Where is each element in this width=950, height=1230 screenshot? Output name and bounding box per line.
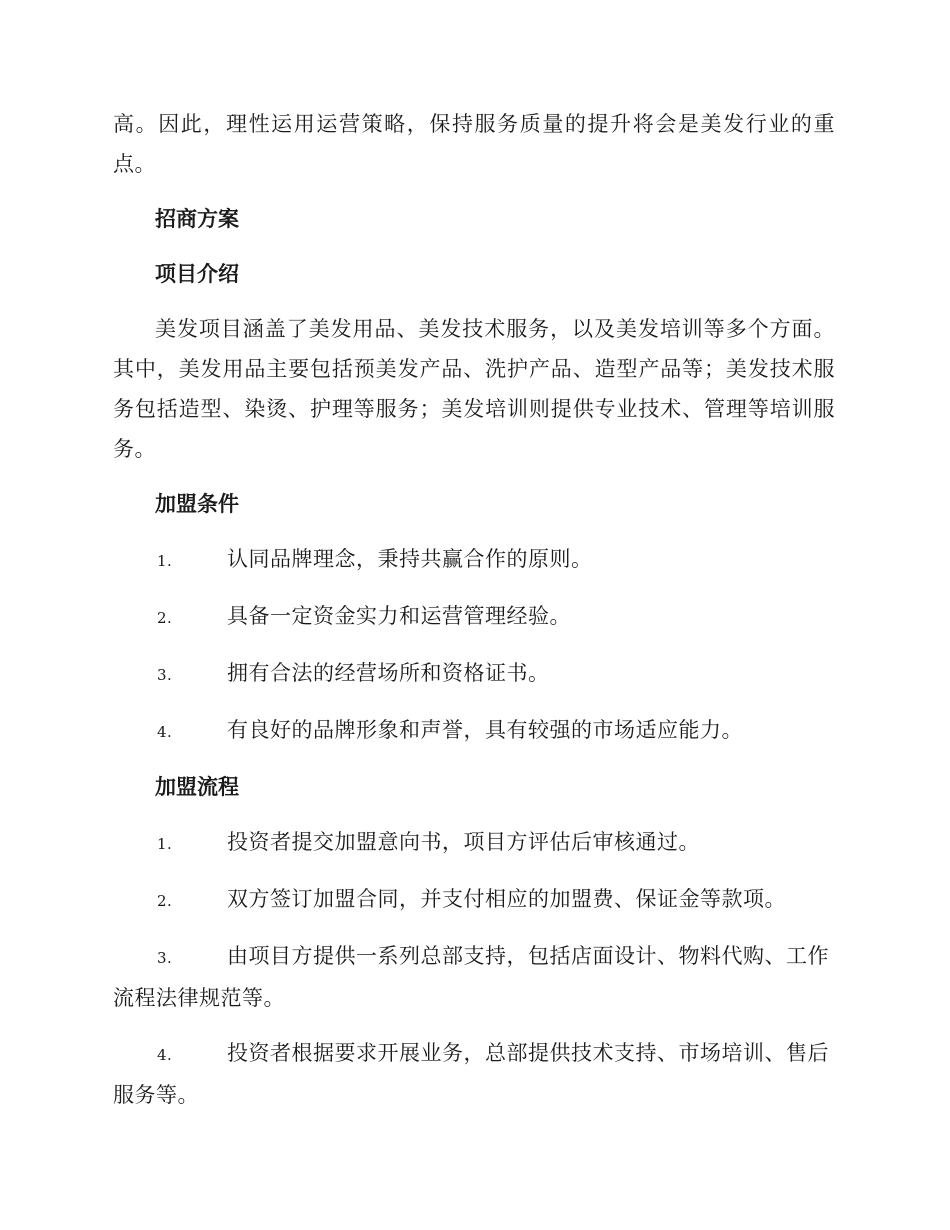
list-item xyxy=(113,710,835,752)
list-number: 2. xyxy=(157,609,173,627)
project-text: 美发项目涵盖了美发用品、美发技术服务，以及美发培训等多个方面。其中，美发用品主要包括预美发产品、洗护产品、造型产品等；美发技术服务包括造型、染烫、护理等服务；美发培训则提供专业技术、管理等培训服务。 xyxy=(113,317,835,461)
list-number: 3. xyxy=(157,666,173,684)
list-text: 投资者提交加盟意向书，项目方评估后审核通过。 xyxy=(227,830,700,854)
intro-continuation: 高。因此，理性运用运营策略，保持服务质量的提升将会是美发行业的重点。 xyxy=(113,112,835,176)
list-number: 3. xyxy=(157,949,173,967)
project-heading: 项目介绍 xyxy=(155,262,239,286)
list-item xyxy=(113,653,835,695)
process-list xyxy=(113,822,835,1115)
section-title: 招商方案 xyxy=(155,207,239,231)
list-item xyxy=(113,936,835,1018)
list-item xyxy=(113,822,835,864)
list-item xyxy=(113,1033,835,1115)
process-heading: 加盟流程 xyxy=(155,775,239,799)
list-number: 4. xyxy=(157,1046,173,1064)
list-item xyxy=(113,539,835,581)
list-text: 投资者根据要求开展业务，总部提供技术支持、市场培训、售后服务等。 xyxy=(113,1041,829,1107)
list-text: 双方签订加盟合同，并支付相应的加盟费、保证金等款项。 xyxy=(227,887,786,911)
conditions-heading: 加盟条件 xyxy=(155,492,239,516)
list-number: 1. xyxy=(157,835,173,853)
list-text: 有良好的品牌形象和声誉，具有较强的市场适应能力。 xyxy=(227,718,743,742)
document-page xyxy=(113,104,835,1115)
list-number: 1. xyxy=(157,552,173,570)
list-text: 认同品牌理念，秉持共赢合作的原则。 xyxy=(227,547,593,571)
list-item xyxy=(113,879,835,921)
conditions-list xyxy=(113,539,835,752)
list-text: 拥有合法的经营场所和资格证书。 xyxy=(227,661,550,685)
list-text: 由项目方提供一系列总部支持，包括店面设计、物料代购、工作流程法律规范等。 xyxy=(113,944,829,1010)
list-text: 具备一定资金实力和运营管理经验。 xyxy=(227,604,571,628)
list-number: 4. xyxy=(157,723,173,741)
list-number: 2. xyxy=(157,892,173,910)
list-item xyxy=(113,596,835,638)
